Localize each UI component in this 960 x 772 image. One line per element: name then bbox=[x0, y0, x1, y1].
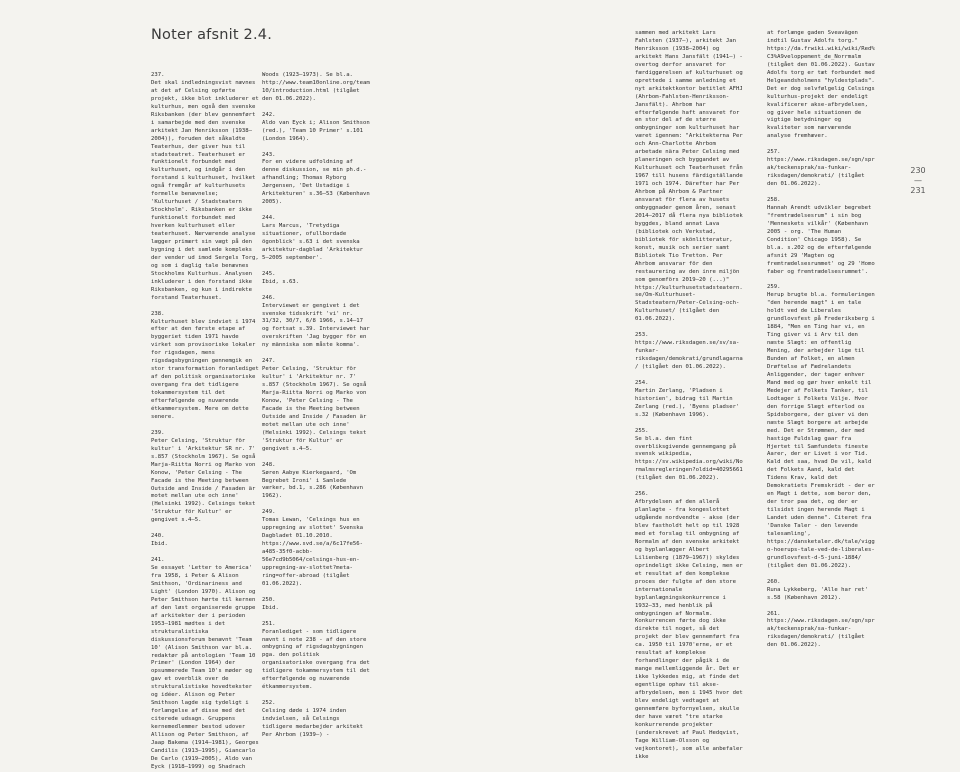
footnote-text: Lars Marcus, 'Tretydiga situationer, ofullbordade ögonblick' s.63 i det svenska arkitektur-dagblad 'Arkitektur 5–2005 september'. bbox=[262, 223, 364, 261]
footnote bbox=[262, 72, 370, 104]
footnote-number: 260. bbox=[767, 578, 781, 585]
footnote-text: Se essayet 'Letter to America' fra 1958, i Peter & Alison Smithson, 'Ordinariness and Light' (London 1970). Alison og Peter Smithson hørte til kernen af den løst organiserede gruppe af arkitekter der i perioden 1953–1981 mødtes i det strukturalistiska diskussionsforum benævnt 'Team 10' (Alison Smithson var bl.a. redaktør på antologien 'Team 10 Primer' (London 1964) der opsummerede Team 10's møder og gav et overblik over de strukturalistiske hovedtekster og idéer. Alison og Peter Smithson lagde sig tydeligt i forlængelse af disse med det citerede udsagn. Gruppens kernemedlemmer bestod udover Allison og Peter Smithson, af Jaap Bakema (1914–1981), Georges Candilis (1913–1995), Giancarlo De Carlo (1919–2005), Aldo van Eyck (1918–1999) og Shadrach bbox=[151, 565, 259, 770]
footnote-text: Peter Celsing, 'Struktur för kultur' i 'Arkitektur nr. 7' s.857 (Stockholm 1967). Se også Marja-Riitta Norri og Marko von Konow, 'Peter Celsing - The Facade is the Meeting between Outside and Inside / Fasaden är motet mellan ute och inne' (Helsinki 1992). Celsings tekst 'Struktur för Kultur' er gengivet s.4–5. bbox=[262, 366, 367, 452]
footnote-text: Hannah Arendt udvikler begrebet "fremtrædelsesrum" i sin bog 'Menneskets vilkår' (København 2005 - org. 'The Human Condition' Chicago 1958). Se bl.a. s.202 og de efterfølgende afsnit 29 'Magten og fremtrædelsesrummet' og 29 'Homo faber og fremtrædelsesrummet'. bbox=[767, 204, 875, 275]
footnote bbox=[151, 533, 259, 549]
footnote-text: Runa Lykkeberg, 'Alle har ret' s.58 (København 2012). bbox=[767, 586, 869, 601]
footnote-number: 238. bbox=[151, 310, 165, 317]
footnote-text: Ibid, s.63. bbox=[262, 278, 300, 285]
footnote-number: 242. bbox=[262, 111, 276, 118]
footnote-text: Afbrydelsen af den allerå planlagte - fra kongeslottet udgående nordvendte - akse (der blev fastholdt helt op til 1928 med et forslag til ombygning af Normalm af den svenske arkitekt og byplanlægger Albert Lilienberg (1879–1967)) skyldes oprindeligt ikke Celsing, men er et resultat af den komplekse proces der fulgte af den store internationale byplanlægningskonkurrence i 1932–33, med henblik på ombygningen af Normalm. Konkurrencen førte dog ikke direkte til noget, så det projekt der blev gennemført fra ca. 1950 til 1970'erne, er et resultat af komplekse forhandlinger der pågik i de mange mellemliggende år. Det er ikke lykkedes mig, at finde det egentlige ophav til akse-afbrydelsen, men i 1945 hvor det blev endeligt vedtaget at gennemføre byfornyelsen, skulle der have været "tre starke konkurrerende projekter (underskrevet af Paul Hedqvist, Tage William-Olsson og vejkontoret), som alle anbefaler ikke bbox=[635, 499, 743, 760]
footnote bbox=[767, 284, 875, 570]
footnote-number: 241. bbox=[151, 557, 165, 564]
footnote-text: at forlænge gaden Sveavägen indtil Gustav Adolfs torg." https://da.frwiki.wiki/wiki/Red%C3%A9veloppement_de_Norrmalm (tilgået den 01.06.2022). Gustav Adolfs torg er tæt forbundet med Helgeandsholmens "hyldestplads". Det er dog selvfølgelig Celsings kulturhus-projekt der endeligt kvalificerer akse-afbrydelsen, og giver hele situationen de vigtige betydninger og kvaliteter som nærværende analyse fremhæver. bbox=[767, 30, 875, 140]
notes-column-1 bbox=[151, 72, 259, 772]
footnote-number: 257. bbox=[767, 149, 781, 156]
footnote-text: https://www.riksdagen.se/sgn/sprak/teckensprak/sa-funkar-riksdagen/demokrati/ (tilgået den 01.06.2022). bbox=[767, 618, 875, 649]
footnote bbox=[262, 215, 370, 263]
footnote-number: 248. bbox=[262, 461, 276, 468]
footnote-text: https://www.riksdagen.se/sv/sa-funkar-riksdagen/demokrati/grundlagarna/ (tilgået den 01.06.2022). bbox=[635, 340, 743, 371]
notes-column-2 bbox=[262, 72, 370, 740]
page-number-dash: — bbox=[914, 176, 922, 185]
notes-column-3 bbox=[635, 30, 743, 762]
footnote bbox=[151, 72, 259, 303]
footnote bbox=[767, 30, 875, 141]
footnote-text: Woods (1923–1973). Se bl.a. http://www.team10online.org/team10/introduction.html (tilgået den 01.06.2022). bbox=[262, 72, 370, 102]
footnote-text: Søren Aabye Kierkegaard, 'Om Begrebet Ironi' i Samlede værker, bd.1, s.286 (København 1962). bbox=[262, 469, 364, 500]
footnote-number: 259. bbox=[767, 284, 781, 291]
footnote bbox=[262, 295, 370, 351]
footnote-number: 245. bbox=[262, 270, 276, 277]
footnote-number: 249. bbox=[262, 509, 276, 516]
footnote-text: Se bl.a. den fint overbliksgivende gennemgang på svensk wikipedia, https://sv.wikipedia.org/wiki/Normalmsregleringen?oldid=40295661 (tilgået den 01.06.2022). bbox=[635, 435, 743, 482]
footnote-text: Det skal indledningsvist nævnes at det af Celsing opførte projekt, ikke blot inkluderer et kulturhus, men også den svenske Riksbanken (der blev gennemført i samarbejde med den svenske arkitekt Jan Henriksson (1938–2004)), foruden det såkaldte Teaterhus, der giver hus til stadsteatret. Teaterhuset er funktionelt forbundet med kulturhuset, og indgår i den forstand i kulturhuset, hvilket også fremgår af kulturhusets formelle benævnelse; 'Kulturhuset / Stadsteatern Stockholm'. Riksbanken er ikke funktionelt forbundet med hverken kulturhuset eller teaterhuset. Nærværende analyse lægger primært sin vægt på den bygning i det samlede kompleks der vender ud imod Sergels Torg, og som i daglig tale benævnes Stockholms Kulturhus. Analysen inkluderer i den forstand ikke Riksbanken, og kun i indirekte forstand Teaterhuset. bbox=[151, 79, 259, 301]
footnote bbox=[262, 597, 370, 613]
footnote-number: 247. bbox=[262, 358, 276, 365]
footnote-number: 254. bbox=[635, 379, 649, 386]
footnote-text: Kulturhuset blev indviet i 1974 efter at den første etape af byggeriet tiden 1971 havde virket som provisoriske lokaler for rigsdagen, mens rigsdagsbygningen gennemgik en stor transformation foranlediget af den politisk organisatoriske overgang fra det tidligere tokammersystem til det efterfølgende og nuværende étkammersystem. Mere om dette senere. bbox=[151, 318, 259, 420]
footnote bbox=[635, 428, 743, 484]
footnote-number: 240. bbox=[151, 533, 165, 540]
footnote-number: 251. bbox=[262, 620, 276, 627]
footnote-number: 250. bbox=[262, 596, 276, 603]
footnote-number: 237. bbox=[151, 72, 165, 78]
footnote-number: 256. bbox=[635, 491, 649, 498]
footnote-text: Ibid. bbox=[262, 604, 279, 611]
footnote-text: Celsing døde i 1974 inden indvielsen, så Celsings tidligere medarbejder arkitekt Per Ahrbom (1939–) - bbox=[262, 708, 364, 738]
footnote bbox=[151, 311, 259, 422]
footnote-text: sammen med arkitekt Lars Fahlsten (1937–), arkitekt Jan Henriksson (1938–2004) og arkitekt Hans Jansfält (1941–) - overtog derfor ansvaret for færdiggørelsen af kulturhuset og oprettede i samme anledning et nyt arkitektkontor betitlet AFHJ (Ahrbom-Fahlsten-Henriksson-Jansfält). Ahrbom har efterfølgende haft ansvaret for en stor del af de større ombygninger som kulturhuset har været igennem: "Arkitekterna Per och Ann-Charlotte Ahrbom arbetade nära Peter Celsing med planeringen och byggandet av Kulturhuset och Teaterhuset från 1967 till husens färdigställande 1971 och 1974. Därefter har Per Ahrbom på Ahrbom & Partner ansvarat för flera av husets ombyggnader genom åren, senast 2014–2017 då flera nya bibliotek byggdes, bland annat Lava (bibliotek och Verkstad, bibliotek för skönlitteratur, konst, musik och serier samt Bibliotek Tio Tretton. Per Ahrbom ansvarar för den restaurering av den inre miljön som genomförs 2019–20 (...)" https://kulturhusetstadsteatern.se/Om-Kulturhuset-Stadsteatern/Peter-Celsing-och-Kulturhuset/ (tilgået den 01.06.2022). bbox=[635, 30, 743, 323]
footnote-text: Ibid. bbox=[151, 541, 168, 548]
footnote bbox=[767, 197, 875, 277]
footnote bbox=[262, 621, 370, 693]
footnote bbox=[262, 152, 370, 208]
footnote bbox=[262, 509, 370, 589]
footnote-number: 244. bbox=[262, 215, 276, 222]
footnote-text: Foranlediget - som tidligere nævnt i note 238 - af den store ombygning af rigsdagsbygningen pga. den politisk organisatoriske overgang fra det tidligere tokammersystem til det efterfølgende og nuværende étkammersystem. bbox=[262, 628, 370, 691]
footnote-text: Aldo van Eyck i; Alison Smithson (red.), 'Team 10 Primer' s.101 (London 1964). bbox=[262, 119, 370, 142]
footnote-text: Herup brugte bl.a. formuleringen "den herende magt" i en tale holdt ved de Liberales grundlovsfest på Frederiksberg i 1884, "Men en Ting har vi, en Ting giver vi i Arv til den næste Slægt: en offentlig Mening, der arbejder lige til Bunden af Folket, en almen Drøftelse af Fædrelandets Anliggender, der tager enhver Mand med og gør hver enkelt til Medejer af Folkets Tanker, til Lodtager i Folkets Vilje. Hvor den forrige Slægt efterlod os Spidsborgere, der giver vi den næste Slægt borgere at arbejde med. Det er Strømmen, der med hastige Fuldslag gaar fra Hjertet til Samfundets fineste Aarer, der er Livet i vor Tid. Kald det saa, hvad De vil, kald det Folkets Aand, kald det Tidens Krav, kald det Demokratiets Fremskridt - der er en Magt i dette, som beror den, der tror paa det, og der er tilsidst ingen herende Magt i Landet uden denne". Citeret fra 'Danske Taler - den levende talesamling', https://dansketaler.dk/tale/viggo-hoerups-tale-ved-de-liberales-grundlovsfest-d-5-juni-1884/ (tilgået den 01.06.2022). bbox=[767, 292, 875, 569]
footnote bbox=[262, 112, 370, 144]
footnote bbox=[151, 557, 259, 772]
footnote-number: 243. bbox=[262, 151, 276, 158]
footnote-number: 253. bbox=[635, 332, 649, 339]
footnote-text: For en videre udfoldning af denne diskussion, se min ph.d.-afhandling; Thomas Ryborg Jørgensen, 'Det Ustadige i Arkitekturen' s.36–53 (København 2005). bbox=[262, 159, 370, 206]
footnote-number: 258. bbox=[767, 196, 781, 203]
footnote-number: 261. bbox=[767, 610, 781, 617]
footnote bbox=[262, 462, 370, 502]
footnote-number: 246. bbox=[262, 294, 276, 301]
footnote bbox=[262, 271, 370, 287]
footnote-text: Interviewet er gengivet i det svenske tidsskrift 'vi' nr. 31/32, 30/7, 6/8 1966, s.14–17 og fortsat s.39. Interviewet har overskriften 'Jag bygger för en ny människa som måste komma'. bbox=[262, 302, 370, 349]
notes-column-4 bbox=[767, 30, 875, 650]
page-number-left: 230 bbox=[910, 166, 926, 175]
footnote bbox=[635, 380, 743, 420]
footnote bbox=[635, 332, 743, 372]
footnote bbox=[767, 149, 875, 189]
footnote bbox=[635, 30, 743, 324]
footnote bbox=[767, 611, 875, 651]
page-title: Noter afsnit 2.4. bbox=[151, 27, 273, 43]
footnote bbox=[635, 491, 743, 761]
footnote-text: Peter Celsing, 'Struktur för kultur' i 'Arkitektur SR nr. 7' s.857 (Stockholm 1967). Se også Marja-Riitta Norri og Marko von Konow, 'Peter Celsing - The Facade is the Meeting between Outside and Inside / Fasaden är motet mellan ute och inne' (Helsinki 1992). Celsings tekst 'Struktur för Kultur' er gengivet s.4–5. bbox=[151, 437, 256, 524]
footnote bbox=[767, 579, 875, 603]
page-number-right: 231 bbox=[910, 186, 926, 195]
footnote bbox=[151, 430, 259, 525]
footnote-number: 255. bbox=[635, 427, 649, 434]
footnote-text: https://www.riksdagen.se/sgn/sprak/teckensprak/sa-funkar-riksdagen/demokrati/ (tilgået den 01.06.2022). bbox=[767, 157, 875, 188]
page-numbers bbox=[906, 166, 930, 196]
footnote bbox=[262, 700, 370, 740]
footnote bbox=[262, 358, 370, 453]
footnote-text: Tomas Lewan, 'Celsings hus en uppregning av slottet' Svenska Dagbladet 01.10.2010. https://www.svd.se/a/6c17fe56-a485-35f0-acbb-56e7cd9b5064/celsings-hus-en-uppregning-av-slottet?meta-ring=offer-abroad (tilgået 01.06.2022). bbox=[262, 517, 364, 587]
footnote-number: 239. bbox=[151, 429, 165, 436]
footnote-number: 252. bbox=[262, 700, 276, 707]
footnote-text: Martin Zerlang, 'Pladsen i historien', bidrag til Martin Zerlang (red.), 'Byens pladser' s.32 (København 1996). bbox=[635, 387, 740, 418]
